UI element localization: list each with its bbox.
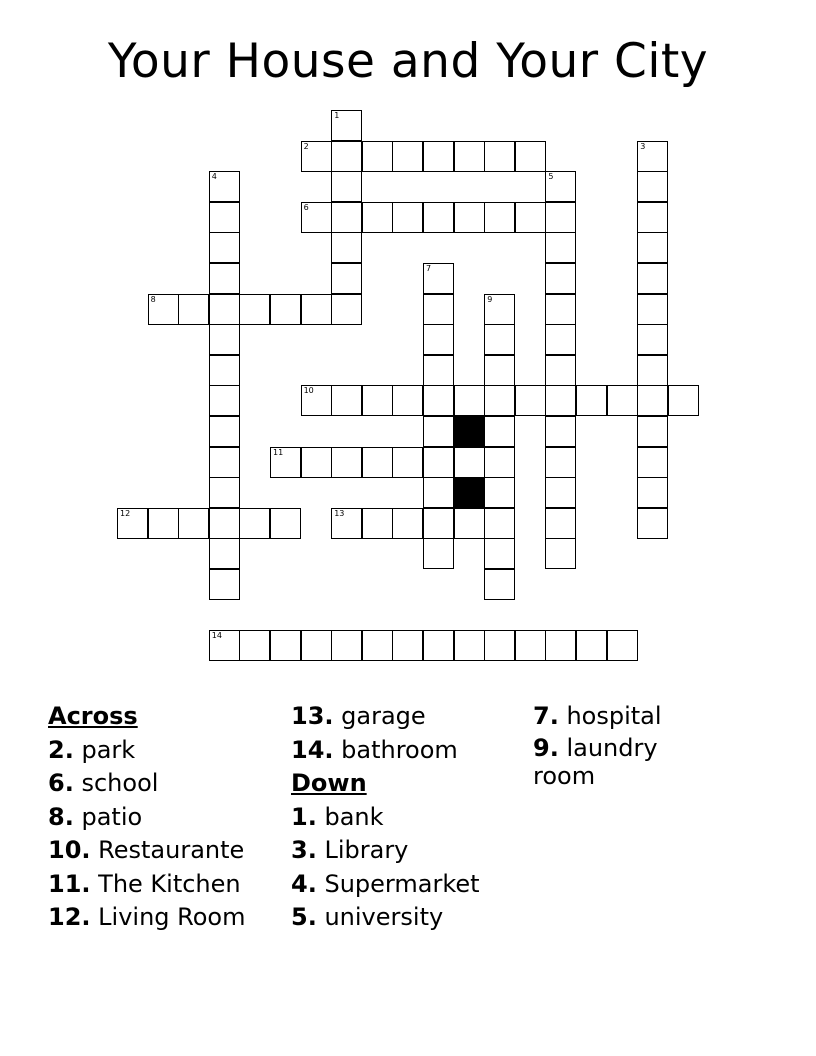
cell-number: 9 (487, 294, 493, 304)
grid-cell[interactable] (515, 141, 546, 172)
grid-cell[interactable] (301, 630, 332, 661)
clue-across-11: 11. The Kitchen (48, 869, 241, 898)
grid-cell[interactable] (209, 324, 240, 355)
grid-cell[interactable] (484, 538, 515, 569)
grid-cell[interactable] (515, 202, 546, 233)
grid-cell[interactable] (392, 385, 423, 416)
grid-cell[interactable] (331, 385, 362, 416)
grid-cell[interactable] (423, 324, 454, 355)
grid-cell[interactable] (209, 385, 240, 416)
clue-column-1 (48, 700, 245, 935)
grid-cell[interactable] (545, 232, 576, 263)
grid-cell[interactable] (117, 508, 148, 539)
cell-number: 1 (334, 111, 340, 120)
clue-column-3 (533, 700, 683, 790)
grid-cell[interactable] (209, 355, 240, 386)
grid-cell[interactable] (484, 355, 515, 386)
clue-down-3: 3. Library (291, 836, 409, 864)
grid-cell[interactable] (454, 202, 485, 233)
grid-cell[interactable] (209, 416, 240, 447)
grid-cell[interactable] (545, 294, 576, 325)
grid-cell[interactable] (576, 385, 607, 416)
cell-number: 14 (211, 631, 222, 641)
grid-cell[interactable] (545, 477, 576, 508)
grid-cell[interactable] (331, 508, 362, 539)
grid-cell[interactable] (423, 263, 454, 294)
cell-number: 6 (303, 202, 309, 212)
grid-cell[interactable] (270, 508, 301, 539)
grid-cell[interactable] (484, 630, 515, 661)
grid-cell[interactable] (209, 630, 240, 661)
grid-cell[interactable] (178, 294, 209, 325)
grid-cell[interactable] (607, 630, 638, 661)
clue-across-2: 2. park (48, 735, 136, 764)
grid-cell[interactable] (209, 477, 240, 508)
grid-cell[interactable] (423, 355, 454, 386)
grid-cell[interactable] (209, 232, 240, 263)
grid-cell[interactable] (239, 294, 270, 325)
grid-cell[interactable] (392, 447, 423, 478)
grid-cell[interactable] (545, 416, 576, 447)
grid-cell[interactable] (331, 630, 362, 661)
grid-cell[interactable] (331, 447, 362, 478)
grid-cell[interactable] (637, 477, 668, 508)
grid-cell[interactable] (239, 508, 270, 539)
clue-down-7: 7. hospital (533, 702, 662, 730)
cell-number: 4 (211, 172, 217, 182)
grid-cell[interactable] (637, 508, 668, 539)
grid-cell[interactable] (454, 385, 485, 416)
grid-cell[interactable] (637, 355, 668, 386)
grid-cell[interactable] (239, 630, 270, 661)
grid-cell[interactable] (484, 141, 515, 172)
grid-cell[interactable] (362, 630, 393, 661)
grid-cell[interactable] (148, 294, 179, 325)
grid-cell[interactable] (637, 171, 668, 202)
grid-cell[interactable] (270, 294, 301, 325)
grid-cell[interactable] (423, 385, 454, 416)
grid-cell[interactable] (637, 416, 668, 447)
grid-cell[interactable] (270, 447, 301, 478)
grid-cell[interactable] (209, 263, 240, 294)
grid-cell[interactable] (209, 508, 240, 539)
grid-cell[interactable] (301, 385, 332, 416)
grid-cell[interactable] (423, 538, 454, 569)
clue-across-8: 8. patio (48, 802, 143, 831)
grid-cell[interactable] (423, 416, 454, 447)
grid-cell[interactable] (637, 385, 668, 416)
cell-number: 7 (426, 264, 432, 273)
grid-cell[interactable] (668, 385, 699, 416)
grid-cell[interactable] (576, 630, 607, 661)
grid-cell[interactable] (270, 630, 301, 661)
clue-across-12: 12. Living Room (48, 903, 246, 931)
cell-number: 5 (548, 172, 554, 182)
grid-cell[interactable] (545, 385, 576, 416)
grid-cell[interactable] (484, 569, 515, 600)
grid-cell[interactable] (209, 171, 240, 202)
grid-cell[interactable] (392, 630, 423, 661)
black-square (454, 477, 485, 508)
grid-cell[interactable] (545, 202, 576, 233)
grid-cell[interactable] (148, 508, 179, 539)
grid-cell[interactable] (484, 202, 515, 233)
cell-number: 12 (120, 508, 131, 518)
grid-cell[interactable] (637, 263, 668, 294)
grid-cell[interactable] (545, 171, 576, 202)
grid-cell[interactable] (484, 324, 515, 355)
grid-cell[interactable] (545, 538, 576, 569)
grid-cell[interactable] (331, 263, 362, 294)
grid-cell[interactable] (545, 324, 576, 355)
grid-cell[interactable] (423, 447, 454, 478)
across-heading: Across (48, 702, 138, 730)
cell-number: 8 (150, 294, 156, 304)
cell-number: 10 (303, 386, 314, 396)
grid-cell[interactable] (484, 416, 515, 447)
grid-cell[interactable] (301, 447, 332, 478)
grid-cell[interactable] (331, 232, 362, 263)
clue-down-4: 4. Supermarket (291, 869, 480, 898)
grid-cell[interactable] (607, 385, 638, 416)
grid-cell[interactable] (454, 447, 485, 478)
grid-cell[interactable] (545, 630, 576, 661)
grid-cell[interactable] (637, 324, 668, 355)
grid-cell[interactable] (362, 447, 393, 478)
grid-cell[interactable] (331, 141, 362, 172)
grid-cell[interactable] (209, 202, 240, 233)
grid-cell[interactable] (423, 294, 454, 325)
clue-down-9: 9. laundry room (533, 733, 658, 790)
grid-cell[interactable] (331, 171, 362, 202)
grid-cell[interactable] (392, 202, 423, 233)
grid-cell[interactable] (637, 202, 668, 233)
clue-across-13: 13. garage (291, 702, 426, 730)
black-square (454, 416, 485, 447)
clue-down-1: 1. bank (291, 802, 384, 831)
grid-cell[interactable] (515, 385, 546, 416)
grid-cell[interactable] (362, 141, 393, 172)
grid-cell[interactable] (392, 508, 423, 539)
clue-across-14: 14. bathroom (291, 735, 458, 764)
grid-cell[interactable] (209, 538, 240, 569)
grid-cell[interactable] (637, 294, 668, 325)
grid-cell[interactable] (209, 294, 240, 325)
grid-cell[interactable] (637, 447, 668, 478)
grid-cell[interactable] (331, 202, 362, 233)
grid-cell[interactable] (484, 508, 515, 539)
grid-cell[interactable] (637, 141, 668, 172)
cell-number: 13 (334, 508, 345, 518)
grid-cell[interactable] (545, 355, 576, 386)
grid-cell[interactable] (209, 569, 240, 600)
grid-cell[interactable] (423, 202, 454, 233)
grid-cell[interactable] (484, 385, 515, 416)
grid-cell[interactable] (545, 263, 576, 294)
grid-cell[interactable] (301, 141, 332, 172)
clue-across-6: 6. school (48, 769, 159, 797)
grid-cell[interactable] (301, 202, 332, 233)
grid-cell[interactable] (362, 202, 393, 233)
grid-cell[interactable] (423, 630, 454, 661)
grid-cell[interactable] (545, 447, 576, 478)
grid-cell[interactable] (178, 508, 209, 539)
grid-cell[interactable] (362, 385, 393, 416)
cell-number: 2 (303, 141, 309, 151)
grid-cell[interactable] (484, 477, 515, 508)
down-heading: Down (291, 769, 367, 797)
clue-column-2 (291, 700, 480, 935)
grid-cell[interactable] (423, 477, 454, 508)
grid-cell[interactable] (454, 630, 485, 661)
grid-cell[interactable] (545, 508, 576, 539)
grid-cell[interactable] (331, 110, 362, 141)
grid-cell[interactable] (454, 508, 485, 539)
grid-cell[interactable] (637, 232, 668, 263)
grid-cell[interactable] (362, 508, 393, 539)
grid-cell[interactable] (484, 447, 515, 478)
grid-cell[interactable] (301, 294, 332, 325)
clue-down-5: 5. university (291, 903, 444, 931)
clue-across-10: 10. Restaurante (48, 836, 245, 864)
grid-cell[interactable] (392, 141, 423, 172)
cell-number: 11 (273, 447, 284, 457)
grid-cell[interactable] (454, 141, 485, 172)
page-title: Your House and Your City (107, 34, 709, 89)
grid-cell[interactable] (515, 630, 546, 661)
grid-cell[interactable] (423, 508, 454, 539)
cell-number: 3 (640, 141, 646, 151)
grid-cell[interactable] (484, 294, 515, 325)
grid-cell[interactable] (209, 447, 240, 478)
grid-cell[interactable] (423, 141, 454, 172)
grid-cell[interactable] (331, 294, 362, 325)
